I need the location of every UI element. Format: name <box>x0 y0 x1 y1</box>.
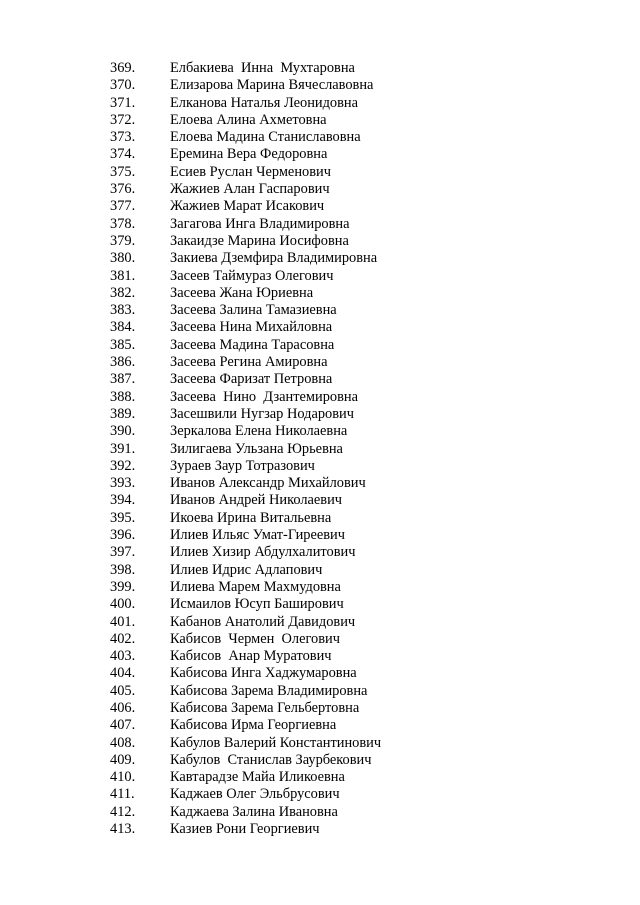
entry-number: 390. <box>110 423 136 440</box>
list-item <box>110 337 590 354</box>
list-item <box>110 233 590 250</box>
list-item <box>110 302 590 319</box>
entry-number: 391. <box>110 440 136 457</box>
entry-number: 402. <box>110 630 136 647</box>
entry-name: Каджаев Олег Эльбрусович <box>170 786 340 803</box>
list-item <box>110 181 590 198</box>
entry-name: Кабисова Ирма Георгиевна <box>170 717 337 734</box>
entry-name: Кабулов Валерий Константинович <box>170 734 382 751</box>
entry-name: Илиев Ильяс Умат-Гиреевич <box>170 527 345 544</box>
list-item <box>110 614 590 631</box>
list-item <box>110 60 590 77</box>
entry-name: Загагова Инга Владимировна <box>170 215 350 232</box>
entry-number: 383. <box>110 302 136 319</box>
entry-number: 411. <box>110 786 135 803</box>
entry-name: Есиев Руслан Черменович <box>170 163 331 180</box>
entry-number: 376. <box>110 181 136 198</box>
list-item <box>110 268 590 285</box>
entry-number: 412. <box>110 803 136 820</box>
entry-number: 401. <box>110 613 136 630</box>
entry-name: Засеева Регина Амировна <box>170 354 328 371</box>
list-item <box>110 458 590 475</box>
list-item <box>110 389 590 406</box>
list-item <box>110 354 590 371</box>
list-item <box>110 146 590 163</box>
entry-name: Закиева Дземфира Владимировна <box>170 250 378 267</box>
entry-name: Засеев Таймураз Олегович <box>170 267 334 284</box>
list-item <box>110 423 590 440</box>
entry-number: 373. <box>110 129 136 146</box>
entry-name: Кабанов Анатолий Давидович <box>170 613 356 630</box>
entry-name: Засеева Нина Михайловна <box>170 319 333 336</box>
entry-number: 371. <box>110 94 136 111</box>
entry-number: 378. <box>110 215 136 232</box>
entry-number: 379. <box>110 232 136 249</box>
list-item <box>110 198 590 215</box>
entry-number: 389. <box>110 405 136 422</box>
entry-number: 410. <box>110 769 136 786</box>
entry-name: Кавтарадзе Майа Иликоевна <box>170 769 345 786</box>
entry-number: 385. <box>110 336 136 353</box>
list-item <box>110 683 590 700</box>
list-item <box>110 562 590 579</box>
entry-number: 384. <box>110 319 136 336</box>
entry-number: 375. <box>110 163 136 180</box>
entry-name: Зилигаева Ульзана Юрьевна <box>170 440 343 457</box>
entry-name: Кабисов Чермен Олегович <box>170 630 340 647</box>
list-item <box>110 821 590 838</box>
list-item <box>110 216 590 233</box>
list-item <box>110 112 590 129</box>
entry-name: Илиев Хизир Абдулхалитович <box>170 544 356 561</box>
entry-number: 396. <box>110 527 136 544</box>
entry-number: 409. <box>110 751 136 768</box>
list-item <box>110 510 590 527</box>
entry-number: 372. <box>110 111 136 128</box>
entry-name: Елоева Алина Ахметовна <box>170 111 327 128</box>
list-item <box>110 527 590 544</box>
entry-name: Кабисов Анар Муратович <box>170 648 332 665</box>
list-item <box>110 769 590 786</box>
list-item <box>110 786 590 803</box>
list-item <box>110 717 590 734</box>
entry-name: Исмаилов Юсуп Баширович <box>170 596 344 613</box>
entry-number: 380. <box>110 250 136 267</box>
list-item <box>110 371 590 388</box>
entry-name: Засеева Нино Дзантемировна <box>170 388 359 405</box>
entry-number: 399. <box>110 578 136 595</box>
list-item <box>110 631 590 648</box>
entry-number: 381. <box>110 267 136 284</box>
entry-name: Илиев Идрис Адлапович <box>170 561 323 578</box>
entry-number: 394. <box>110 492 136 509</box>
entry-name: Иванов Александр Михайлович <box>170 475 366 492</box>
entry-name: Кабулов Станислав Заурбекович <box>170 751 372 768</box>
entry-number: 397. <box>110 544 136 561</box>
entry-number: 377. <box>110 198 136 215</box>
list-item <box>110 164 590 181</box>
entry-number: 405. <box>110 682 136 699</box>
list-item <box>110 596 590 613</box>
entry-name: Елизарова Марина Вячеславовна <box>170 77 374 94</box>
entry-number: 403. <box>110 648 136 665</box>
entry-name: Икоева Ирина Витальевна <box>170 509 332 526</box>
list-item <box>110 319 590 336</box>
entry-number: 398. <box>110 561 136 578</box>
entry-number: 370. <box>110 77 136 94</box>
entry-number: 413. <box>110 821 136 838</box>
list-item <box>110 665 590 682</box>
entry-name: Засешвили Нугзар Нодарович <box>170 405 354 422</box>
list-item <box>110 492 590 509</box>
entry-number: 392. <box>110 457 136 474</box>
entry-name: Зураев Заур Тотразович <box>170 457 315 474</box>
entry-name: Елоева Мадина Станиславовна <box>170 129 361 146</box>
entry-number: 404. <box>110 665 136 682</box>
list-item <box>110 406 590 423</box>
entry-number: 400. <box>110 596 136 613</box>
list-item <box>110 735 590 752</box>
list-item <box>110 95 590 112</box>
entry-name: Засеева Жана Юриевна <box>170 284 314 301</box>
entry-name: Казиев Рони Георгиевич <box>170 821 320 838</box>
entry-number: 406. <box>110 699 136 716</box>
list-item <box>110 441 590 458</box>
entry-name: Кабисова Зарема Гельбертовна <box>170 699 360 716</box>
list-item <box>110 129 590 146</box>
list-item <box>110 285 590 302</box>
entry-number: 382. <box>110 284 136 301</box>
list-item <box>110 475 590 492</box>
entry-name: Кабисова Зарема Владимировна <box>170 682 368 699</box>
name-list <box>110 60 590 838</box>
entry-number: 387. <box>110 371 136 388</box>
list-item <box>110 250 590 267</box>
entry-number: 386. <box>110 354 136 371</box>
entry-name: Елканова Наталья Леонидовна <box>170 94 359 111</box>
entry-name: Еремина Вера Федоровна <box>170 146 328 163</box>
list-item <box>110 77 590 94</box>
entry-name: Елбакиева Инна Мухтаровна <box>170 60 355 76</box>
list-item <box>110 804 590 821</box>
entry-name: Засеева Фаризат Петровна <box>170 371 333 388</box>
entry-number: 374. <box>110 146 136 163</box>
entry-number: 395. <box>110 509 136 526</box>
entry-number: 388. <box>110 388 136 405</box>
entry-name: Засеева Залина Тамазиевна <box>170 302 337 319</box>
entry-name: Зеркалова Елена Николаевна <box>170 423 348 440</box>
entry-name: Жажиев Марат Исакович <box>170 198 325 215</box>
entry-number: 408. <box>110 734 136 751</box>
entry-name: Кабисова Инга Хаджумаровна <box>170 665 357 682</box>
list-item <box>110 544 590 561</box>
list-item <box>110 579 590 596</box>
entry-name: Засеева Мадина Тарасовна <box>170 336 335 353</box>
entry-name: Каджаева Залина Ивановна <box>170 803 338 820</box>
entry-number: 393. <box>110 475 136 492</box>
entry-name: Иванов Андрей Николаевич <box>170 492 343 509</box>
list-item <box>110 700 590 717</box>
entry-number: 369. <box>110 60 136 76</box>
entry-name: Закаидзе Марина Иосифовна <box>170 232 349 249</box>
entry-name: Жажиев Алан Гаспарович <box>170 181 330 198</box>
list-item <box>110 752 590 769</box>
entry-name: Илиева Марем Махмудовна <box>170 578 341 595</box>
list-item <box>110 648 590 665</box>
entry-number: 407. <box>110 717 136 734</box>
